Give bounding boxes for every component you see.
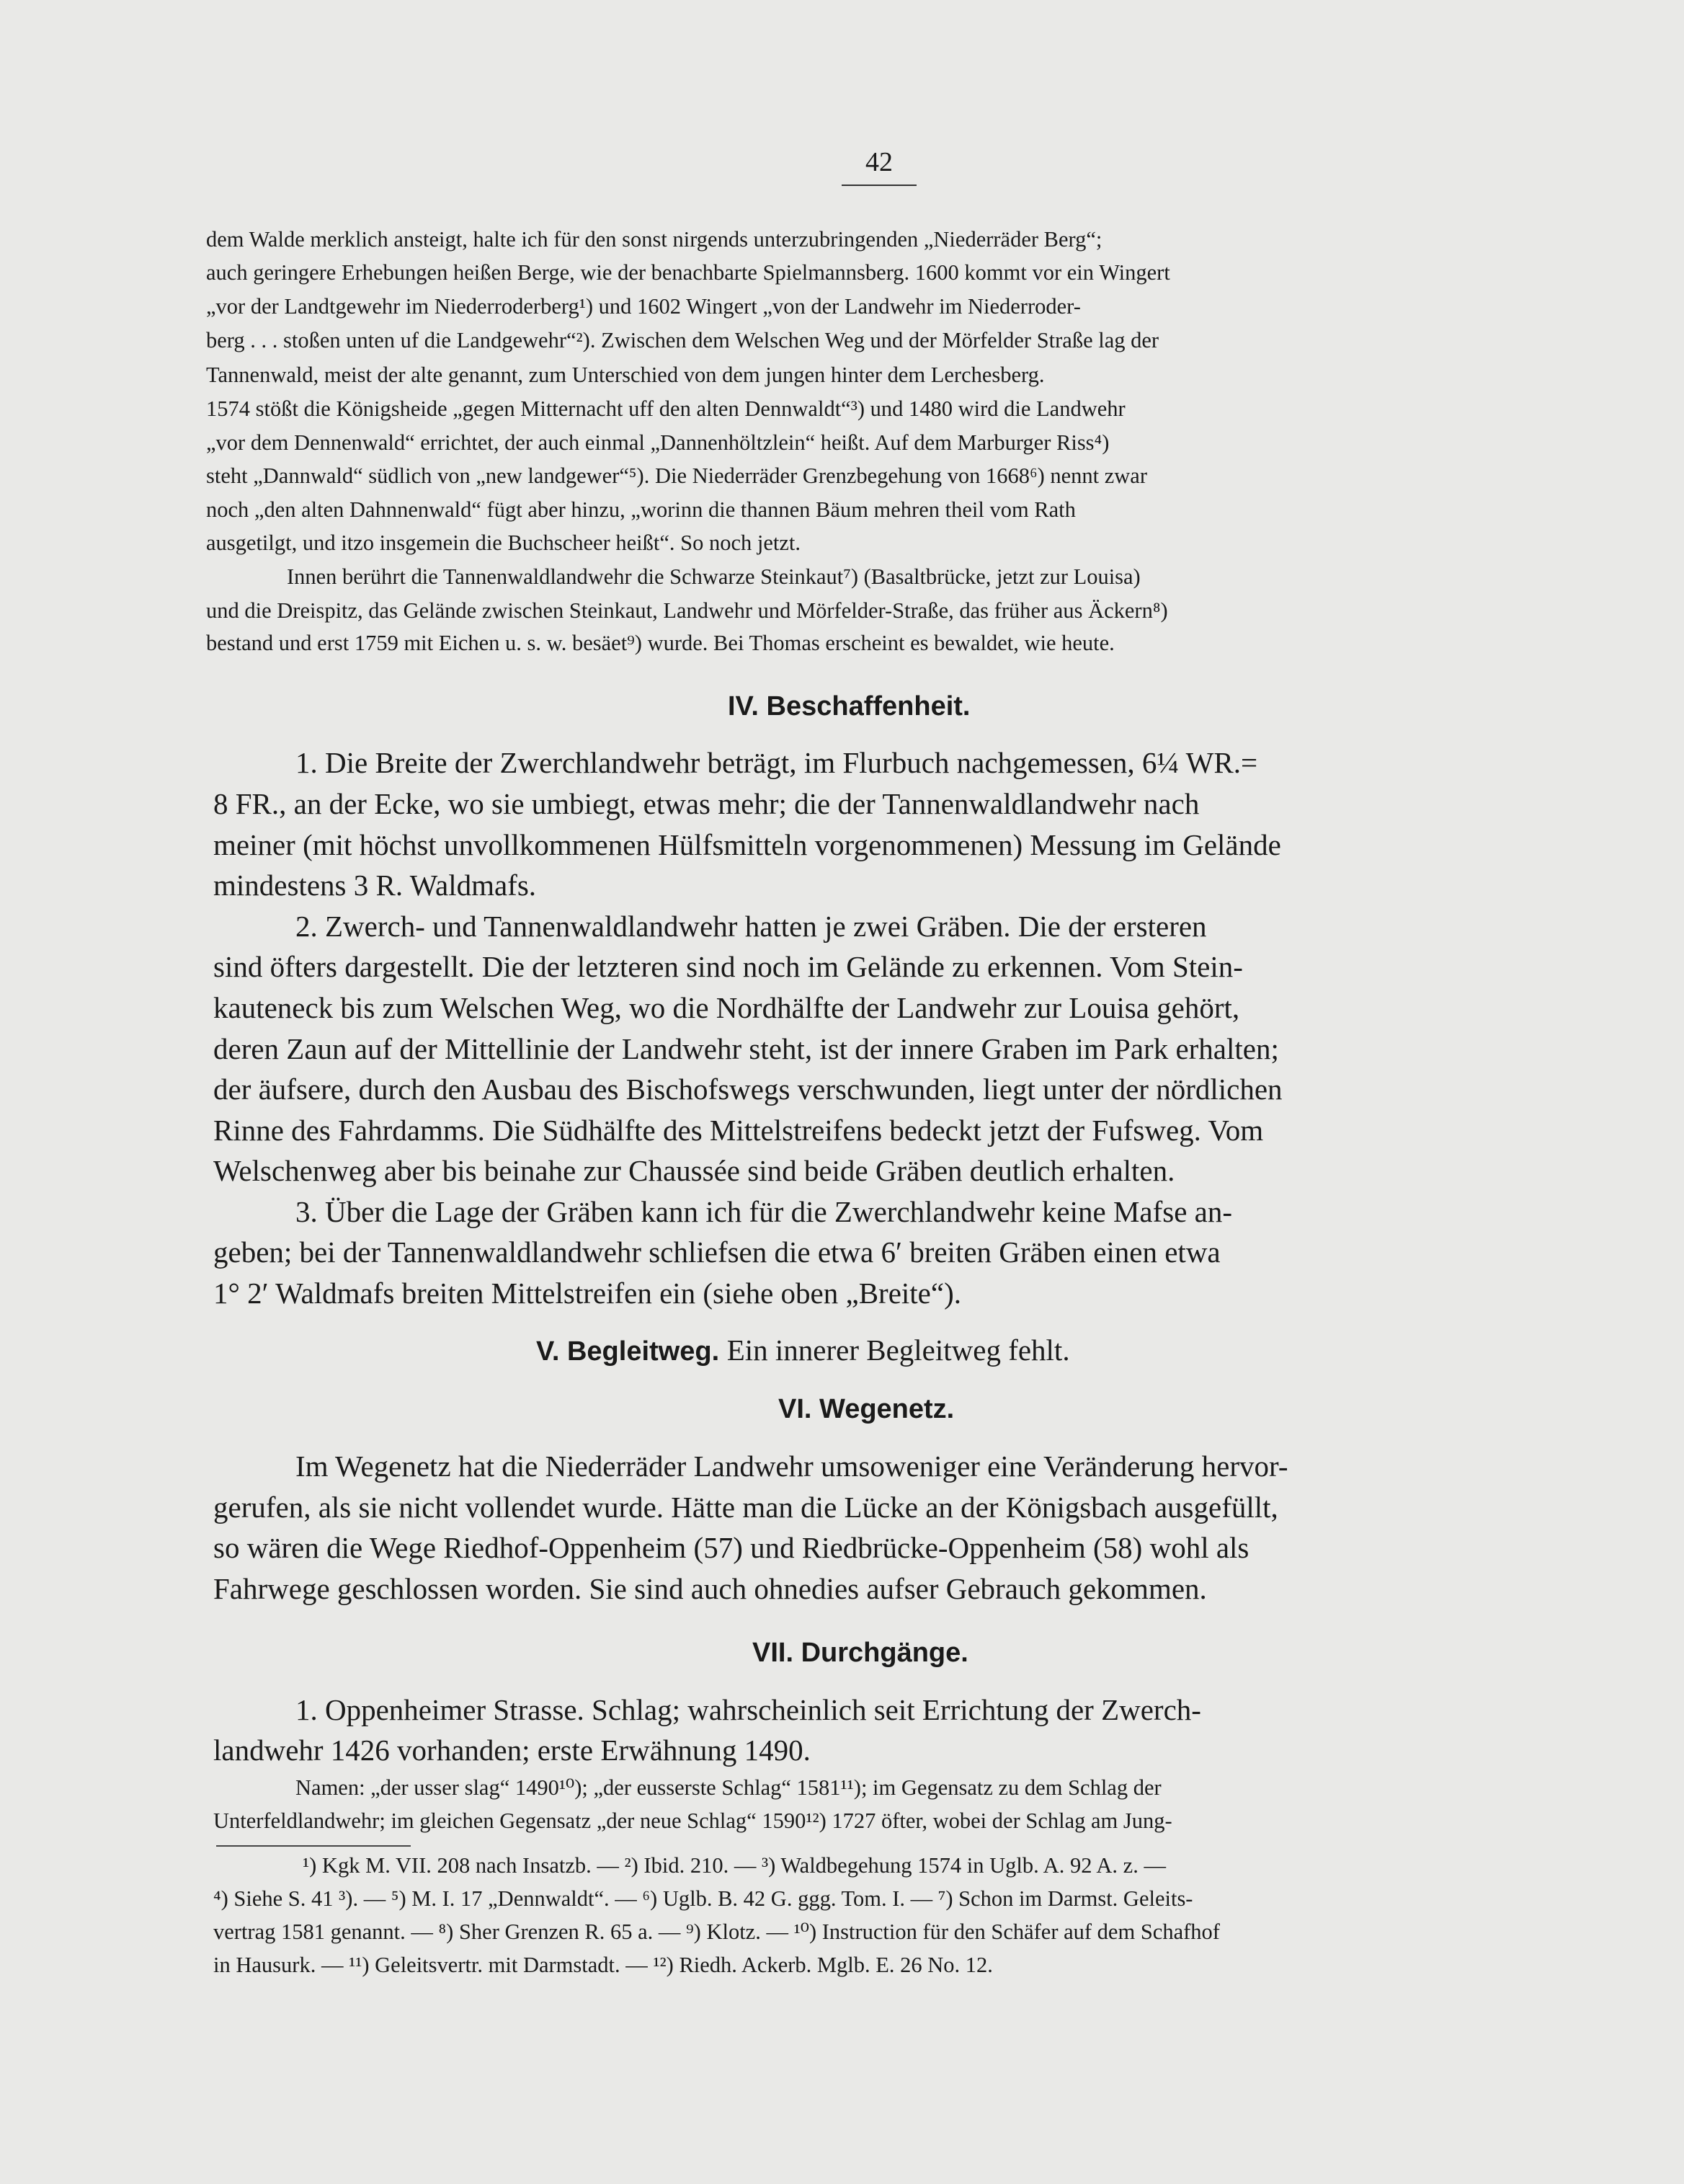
text-line: geben; bei der Tannenwaldlandwehr schliefsen die etwa 6′ breiten Gräben einen etwa	[213, 1235, 1221, 1269]
text-line: Im Wegenetz hat die Niederräder Landwehr umsoweniger eine Veränderung hervor-	[295, 1450, 1288, 1483]
text-line: meiner (mit höchst unvollkommenen Hülfsmitteln vorgenommenen) Messung im Gelände	[213, 828, 1281, 861]
page-number-rule	[842, 185, 917, 186]
section-heading-vii: VII. Durchgänge.	[752, 1638, 968, 1668]
section-v-text: Ein innerer Begleitweg fehlt.	[726, 1333, 1070, 1367]
text-line: Rinne des Fahrdamms. Die Südhälfte des Mittelstreifens bedeckt jetzt der Fufsweg. Vom	[213, 1114, 1264, 1147]
text-line: 1° 2′ Waldmafs breiten Mittelstreifen ein (siehe oben „Breite“).	[213, 1277, 961, 1310]
text-line: 1. Oppenheimer Strasse. Schlag; wahrscheinlich seit Errichtung der Zwerch-	[295, 1693, 1201, 1726]
section-v-title: V. Begleitweg.	[536, 1336, 720, 1367]
text-line: sind öfters dargestellt. Die der letzteren sind noch im Gelände zu erkennen. Vom Stein-	[213, 950, 1243, 983]
text-line: und die Dreispitz, das Gelände zwischen Steinkaut, Landwehr und Mörfelder-Straße, das früher aus Äckern⁸)	[206, 598, 1168, 623]
page-number: 42	[865, 147, 893, 177]
text-line: so wären die Wege Riedhof-Oppenheim (57) und Riedbrücke-Oppenheim (58) wohl als	[213, 1531, 1249, 1564]
text-line: „vor der Landtgewehr im Niederroderberg¹) und 1602 Wingert „von der Landwehr im Niederroder-	[206, 294, 1081, 319]
text-line: Innen berührt die Tannenwaldlandwehr die Schwarze Steinkaut⁷) (Basaltbrücke, jetzt zur Louisa)	[287, 564, 1141, 589]
text-line: steht „Dannwald“ südlich von „new landgewer“⁵). Die Niederräder Grenzbegehung von 1668⁶) nennt zwar	[206, 463, 1148, 488]
text-line: 1574 stößt die Königsheide „gegen Mitternacht uff den alten Dennwaldt“³) und 1480 wird die Landwehr	[206, 396, 1126, 421]
footnote-line: vertrag 1581 genannt. — ⁸) Sher Grenzen R. 65 a. — ⁹) Klotz. — ¹⁰) Instruction für den Schäfer auf dem Schafhof	[213, 1919, 1220, 1944]
text-line: Tannenwald, meist der alte genannt, zum Unterschied von dem jungen hinter dem Lerchesberg.	[206, 363, 1045, 387]
footnote-line: ¹) Kgk M. VII. 208 nach Insatzb. — ²) Ibid. 210. — ³) Waldbegehung 1574 in Uglb. A. 92 A. z. —	[303, 1853, 1166, 1878]
text-line: noch „den alten Dahnnenwald“ fügt aber hinzu, „worinn die thannen Bäum mehren theil vom Rath	[206, 497, 1076, 522]
text-line: gerufen, als sie nicht vollendet wurde. Hätte man die Lücke an der Königsbach ausgefüllt,	[213, 1491, 1278, 1524]
text-line: bestand und erst 1759 mit Eichen u. s. w. besäet⁹) wurde. Bei Thomas erscheint es bewaldet, wie heute.	[206, 631, 1115, 655]
footnote-line: in Hausurk. — ¹¹) Geleitsvertr. mit Darmstadt. — ¹²) Riedh. Ackerb. Mglb. E. 26 No. 12.	[213, 1953, 993, 1977]
text-line: 1. Die Breite der Zwerchlandwehr beträgt, im Flurbuch nachgemessen, 6¼ WR.=	[295, 746, 1258, 779]
section-heading-vi: VI. Wegenetz.	[778, 1394, 955, 1424]
footnote-separator	[216, 1845, 411, 1847]
text-line: auch geringere Erhebungen heißen Berge, wie der benachbarte Spielmannsberg. 1600 kommt vor ein Wingert	[206, 260, 1170, 285]
text-line: landwehr 1426 vorhanden; erste Erwähnung 1490.	[213, 1734, 811, 1767]
text-line: kauteneck bis zum Welschen Weg, wo die Nordhälfte der Landwehr zur Louisa gehört,	[213, 991, 1240, 1024]
text-line: berg . . . stoßen unten uf die Landgewehr“²). Zwischen dem Welschen Weg und der Mörfelder Straße lag der	[206, 328, 1159, 352]
text-line: 8 FR., an der Ecke, wo sie umbiegt, etwas mehr; die der Tannenwaldlandwehr nach	[213, 787, 1200, 820]
text-line: „vor dem Dennenwald“ errichtet, der auch einmal „Dannenhöltzlein“ heißt. Auf dem Marburger Riss⁴)	[206, 430, 1110, 455]
text-line: 3. Über die Lage der Gräben kann ich für die Zwerchlandwehr keine Mafse an-	[295, 1195, 1233, 1228]
text-line: dem Walde merklich ansteigt, halte ich für den sonst nirgends unterzubringenden „Niederräder Berg“;	[206, 227, 1102, 252]
section-heading-v	[536, 1332, 1070, 1370]
text-line: Welschenweg aber bis beinahe zur Chaussée sind beide Gräben deutlich erhalten.	[213, 1154, 1175, 1187]
text-line: ausgetilgt, und itzo insgemein die Buchscheer heißt“. So noch jetzt.	[206, 531, 801, 555]
text-line: der äufsere, durch den Ausbau des Bischofswegs verschwunden, liegt unter der nördlichen	[213, 1073, 1283, 1106]
footnote-line: ⁴) Siehe S. 41 ³). — ⁵) M. I. 17 „Dennwaldt“. — ⁶) Uglb. B. 42 G. ggg. Tom. I. — ⁷) Schon im Darmst. Geleits-	[213, 1886, 1193, 1911]
text-line: 2. Zwerch- und Tannenwaldlandwehr hatten je zwei Gräben. Die der ersteren	[295, 910, 1207, 943]
text-line: Unterfeldlandwehr; im gleichen Gegensatz „der neue Schlag“ 1590¹²) 1727 öfter, wobei der Schlag am Jung-	[213, 1808, 1172, 1833]
section-heading-iv: IV. Beschaffenheit.	[728, 691, 971, 722]
text-line: Fahrwege geschlossen worden. Sie sind auch ohnedies aufser Gebrauch gekommen.	[213, 1572, 1207, 1605]
text-line: deren Zaun auf der Mittellinie der Landwehr steht, ist der innere Graben im Park erhalten;	[213, 1032, 1279, 1065]
text-line: Namen: „der usser slag“ 1490¹⁰); „der eusserste Schlag“ 1581¹¹); im Gegensatz zu dem Schlag der	[295, 1775, 1162, 1800]
text-line: mindestens 3 R. Waldmafs.	[213, 869, 537, 902]
